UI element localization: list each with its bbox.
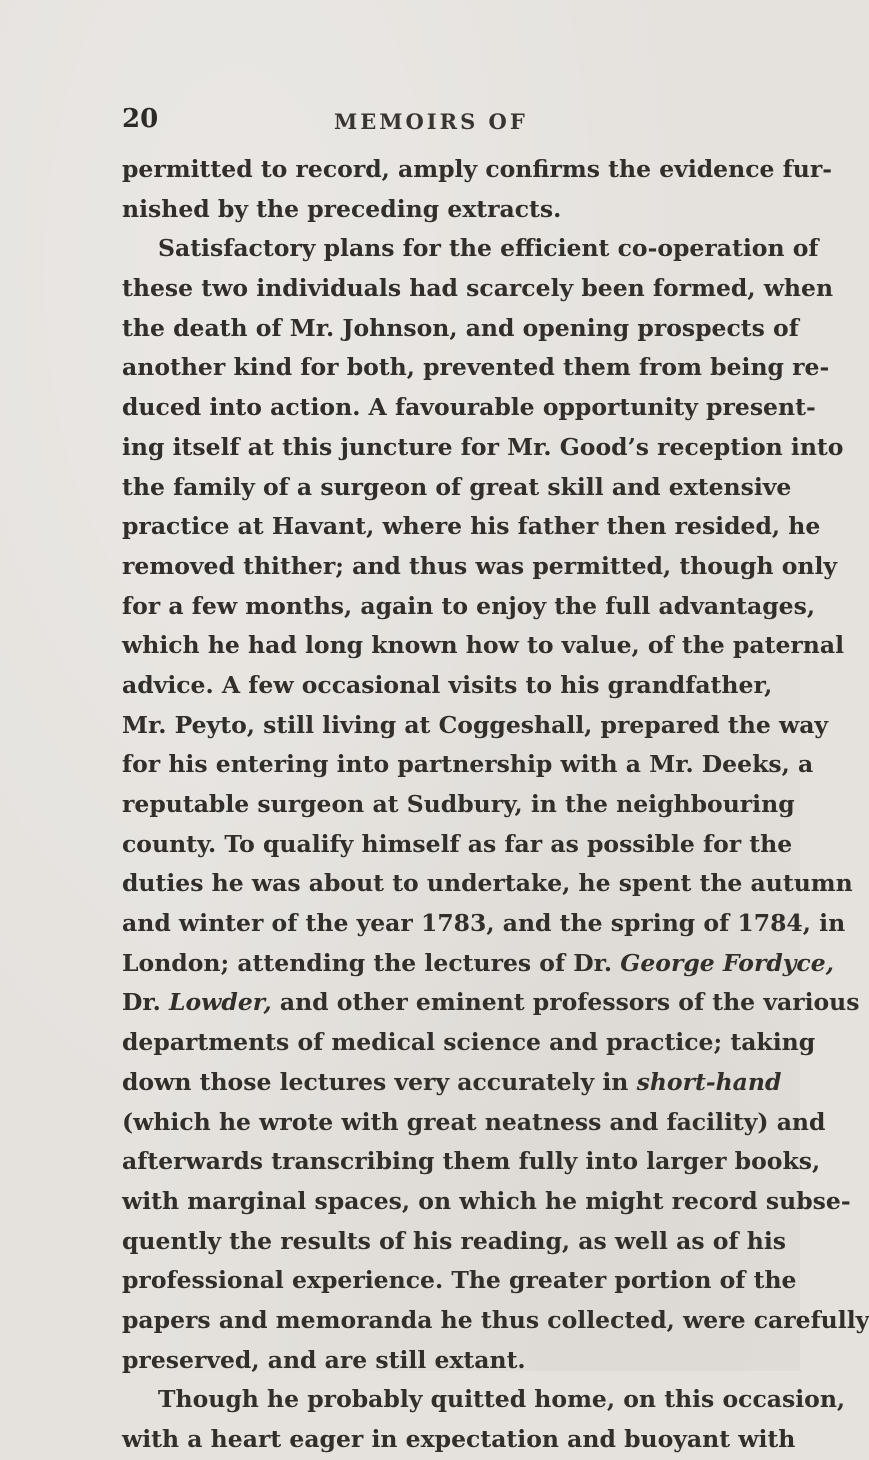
text-line: advice. A few occasional visits to his grandfather, xyxy=(122,670,773,699)
text-segment: and other eminent professors of the various xyxy=(279,988,860,1017)
text-line: the death of Mr. Johnson, and opening prospects of xyxy=(122,313,799,342)
text-line: these two individuals had scarcely been formed, when xyxy=(122,274,834,303)
text-line: Mr. Peyto, still living at Coggeshall, prepared the way xyxy=(122,710,829,739)
text-line: Satisfactory plans for the efficient co-operation of xyxy=(158,234,819,263)
text-segment: London; attending the lectures of Dr. xyxy=(122,948,613,977)
text-line xyxy=(122,944,834,984)
text-segment: down those lectures very accurately in xyxy=(122,1067,629,1096)
italic-name: George Fordyce, xyxy=(620,948,834,977)
italic-name: Lowder, xyxy=(168,988,272,1017)
text-line: papers and memoranda he thus collected, were carefully xyxy=(122,1305,869,1334)
text-line: with marginal spaces, on which he might record subse- xyxy=(122,1186,851,1215)
text-segment: Dr. xyxy=(122,988,161,1017)
page-number: 20 xyxy=(122,104,159,134)
text-line: the family of a surgeon of great skill and extensive xyxy=(122,472,792,501)
text-line: professional experience. The greater portion of the xyxy=(122,1266,797,1295)
running-title: MEMOIRS OF xyxy=(334,109,528,134)
text-line: afterwards transcribing them fully into larger books, xyxy=(122,1147,821,1176)
text-line: which he had long known how to value, of the paternal xyxy=(122,631,845,660)
text-line xyxy=(122,983,860,1023)
text-line: departments of medical science and practice; taking xyxy=(122,1028,816,1057)
text-line: quently the results of his reading, as well as of his xyxy=(122,1226,786,1255)
text-line: for his entering into partnership with a Mr. Deeks, a xyxy=(122,750,814,779)
text-line: ing itself at this juncture for Mr. Good’s reception into xyxy=(122,432,844,461)
italic-term: short-hand xyxy=(636,1067,782,1096)
text-line: permitted to record, amply confirms the evidence fur- xyxy=(122,155,832,183)
text-line: for a few months, again to enjoy the full advantages, xyxy=(122,591,816,620)
text-line: removed thither; and thus was permitted, though only xyxy=(122,551,838,580)
text-line: nished by the preceding extracts. xyxy=(122,194,562,223)
running-head xyxy=(122,104,742,138)
body-text xyxy=(122,150,869,1460)
text-line: reputable surgeon at Sudbury, in the neighbouring xyxy=(122,790,795,818)
text-line: preserved, and are still extant. xyxy=(122,1345,526,1374)
text-line: practice at Havant, where his father then resided, he xyxy=(122,512,821,541)
text-line: (which he wrote with great neatness and facility) and xyxy=(122,1107,826,1136)
text-line: duced into action. A favourable opportunity present- xyxy=(122,393,816,422)
text-line xyxy=(122,1063,782,1103)
text-line: and winter of the year 1783, and the spring of 1784, in xyxy=(122,909,846,938)
text-line: Though he probably quitted home, on this occasion, xyxy=(158,1385,846,1414)
text-line: duties he was about to undertake, he spent the autumn xyxy=(122,869,853,898)
text-line: another kind for both, prevented them from being re- xyxy=(122,353,830,382)
text-line: with a heart eager in expectation and buoyant with xyxy=(122,1425,796,1453)
text-line: county. To qualify himself as far as possible for the xyxy=(122,829,793,858)
